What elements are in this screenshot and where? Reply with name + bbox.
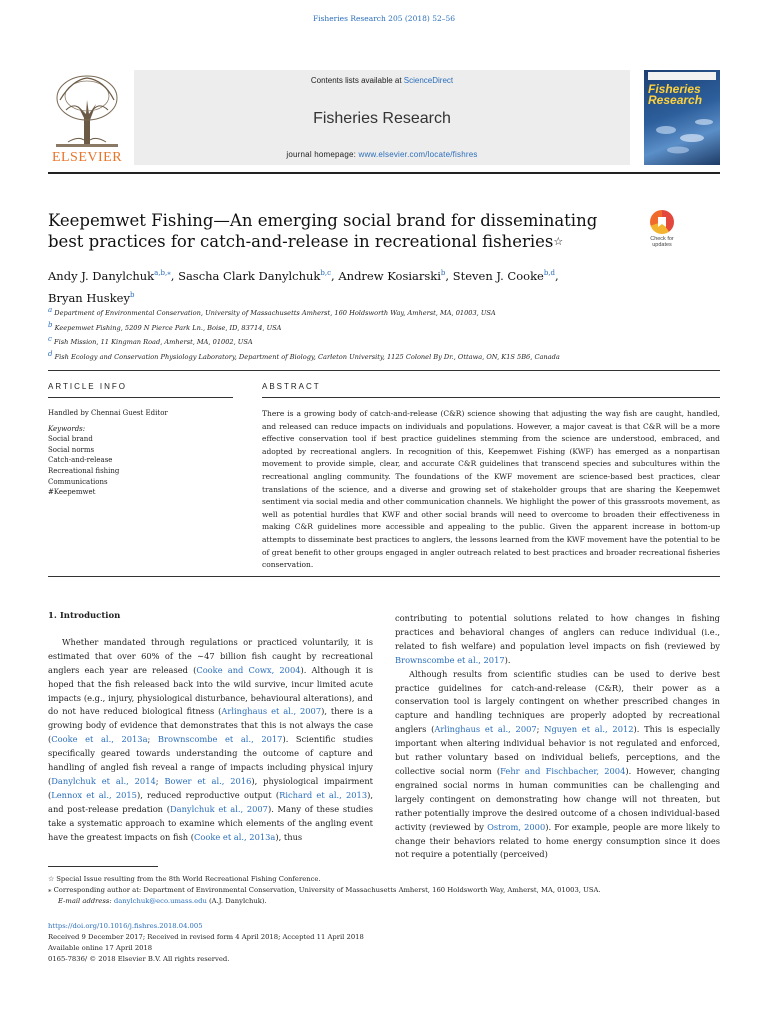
article-info-rule bbox=[48, 397, 233, 398]
citation-link[interactable]: Ostrom, 2000 bbox=[487, 821, 546, 832]
body-column-right bbox=[395, 612, 720, 862]
handled-by: Handled by Chennai Guest Editor bbox=[48, 409, 168, 417]
footnote-rule bbox=[48, 866, 158, 867]
available-online: Available online 17 April 2018 bbox=[48, 944, 153, 952]
affiliation-mark: a bbox=[48, 306, 53, 314]
author-affiliation-marks[interactable]: b,d bbox=[543, 269, 556, 277]
body-text: ), and post-release predation ( bbox=[48, 789, 373, 814]
email-label: E-mail address: bbox=[58, 897, 114, 905]
citation-link[interactable]: Nguyen et al., 2012 bbox=[544, 724, 634, 735]
affiliation-item bbox=[48, 320, 720, 335]
author-affiliation-marks[interactable]: b bbox=[129, 290, 135, 299]
elsevier-tree-icon bbox=[48, 70, 126, 165]
footnote-text: Corresponding author at: Department of Environmental Conservation, University of Massachusetts Amherst, 160 Holdsworth Way, Amherst, MA, 01003, USA. bbox=[53, 886, 601, 894]
check-updates-icon bbox=[650, 210, 674, 234]
svg-text:ELSEVIER: ELSEVIER bbox=[51, 150, 123, 165]
intro-paragraph bbox=[395, 612, 720, 668]
affiliation-item bbox=[48, 305, 720, 320]
article-title bbox=[48, 210, 628, 252]
affiliation-text: Fish Mission, 11 Kingman Road, Amherst, MA, 01002, USA bbox=[54, 338, 253, 347]
received-dates: Received 9 December 2017; Received in revised form 4 April 2018; Accepted 11 April 2018 bbox=[48, 933, 364, 941]
abstract-rule bbox=[262, 397, 720, 398]
body-text: Although results from scientific studies can be used to derive best practice guidelines for catch-and-release (C&R), their power as a conservation tool is largely contingent on whether prescribed changes in capture and handling techniques are properly adopted by recreational anglers ( bbox=[395, 668, 720, 735]
section-heading-introduction: 1. Introduction bbox=[48, 611, 121, 621]
keyword-item[interactable]: Social brand bbox=[48, 435, 93, 444]
affiliation-text: Fish Ecology and Conservation Physiology Laboratory, Department of Biology, Carleton University, 1125 Colonel By Dr., Ottawa, ON, K1S 5B6, Canada bbox=[54, 353, 560, 362]
body-text: ; bbox=[147, 734, 158, 745]
body-text: ). However, changing engrained social norms in human communities can be challenging and largely contingent on demonstrating how change will not threaten, but rather potentially improve the desired outcome of a chosen individual-based activity (reviewed by bbox=[395, 765, 720, 832]
masthead-rule bbox=[48, 172, 720, 174]
affiliation-mark: d bbox=[48, 350, 53, 359]
check-updates-label: Check for updates bbox=[650, 236, 674, 248]
body-text: ). Although it is hoped that the fish released back into the wild survive, incur limited acute impacts (e.g., injury, physiological disturbance, behavioural alterations), and do not have reduced biological fitness ( bbox=[48, 664, 373, 717]
author-affiliation-marks[interactable]: a,b,⁎ bbox=[154, 269, 171, 277]
citation-link[interactable]: Bower et al., 2016 bbox=[164, 775, 252, 786]
doi-link[interactable]: https://doi.org/10.1016/j.fishres.2018.04.005 bbox=[48, 922, 203, 930]
affiliation-mark: c bbox=[48, 335, 52, 344]
body-text: ), there is a growing body of evidence that demonstrates that this is not always the case ( bbox=[48, 706, 373, 745]
body-text: ). This is especially important when altering individual behavior is not regulated and enforced, but rather voluntary based on individual beliefs, perceptions, and the collective social norm ( bbox=[395, 724, 720, 776]
body-column-left bbox=[48, 610, 373, 845]
affiliation-item bbox=[48, 349, 720, 364]
body-text: ), thus bbox=[275, 831, 303, 842]
footnote-special-issue bbox=[48, 874, 720, 885]
affiliation-text: Department of Environmental Conservation, University of Massachusetts Amherst, 160 Holdsworth Way, Amherst, MA, 01003, USA bbox=[54, 309, 496, 318]
citation-link[interactable]: Arlinghaus et al., 2007 bbox=[434, 724, 537, 735]
citation-link[interactable]: Cooke et al., 2013a bbox=[51, 734, 148, 745]
affiliation-text: Keepemwet Fishing, 5209 N Pierce Park Ln., Boise, ID, 83714, USA bbox=[54, 323, 282, 332]
author-name: Andy J. Danylchuk bbox=[48, 268, 155, 283]
body-text: ), reduced reproductive output ( bbox=[136, 789, 280, 800]
intro-paragraph bbox=[395, 668, 720, 863]
keyword-item[interactable]: Catch-and-release bbox=[48, 456, 113, 465]
author-affiliation-marks[interactable]: b,c bbox=[320, 269, 332, 277]
footnote-email bbox=[48, 896, 720, 907]
footnote-mark: ⁎ bbox=[48, 886, 52, 894]
citation-link[interactable]: Richard et al., 2013 bbox=[279, 789, 368, 800]
citation-link[interactable]: Brownscombe et al., 2017 bbox=[157, 734, 283, 745]
article-info-panel bbox=[48, 408, 233, 498]
contents-availability bbox=[134, 76, 630, 85]
abstract-text: There is a growing body of catch-and-release (C&R) science showing that adjusting the way fish are caught, handled, and released can reduce impacts on individuals and populations. However, a major caveat is that C&R will be a more effective conservation tool if best practice guidelines stemming from the science are understood, embraced, and adopted by recreational anglers. In recognition of this, Keepemwet Fishing (KWF) has emerged as a nonpartisan movement to provide simple, clear, and accurate C&R guidelines that transcend species and subcultures within the recreational angling community. The foundations of the KWF movement are science-based best practices, clear translations of the science, and a diverse and growing set of stakeholder groups that are sharing the Keepemwet sentiment via social media and other communication channels. We highlight the power of this grassroots movement, as well as potential hurdles that KWF and other social brands will need to overcome to broaden their effectiveness in making C&R guidelines more accessible and appealing to the public. Given the apparent increase in bottom-up attempts to disseminate best practices to anglers, the lessons learned from the KWF movement have the potential to be of great benefit to other groups engaged in angler outreach related to best practices and broader recreational fisheries conservation. bbox=[262, 409, 720, 570]
body-text: ). For example, people are more likely to change their behaviors related to home energy consumption since it does not require a potentially (perceived) bbox=[395, 821, 720, 860]
journal-cover-image[interactable] bbox=[644, 70, 720, 165]
journal-name: Fisheries Research bbox=[313, 110, 451, 127]
author-name: Andrew Kosiarski bbox=[338, 268, 441, 283]
citation-link[interactable]: Arlinghaus et al., 2007 bbox=[221, 706, 322, 717]
journal-homepage bbox=[134, 150, 630, 159]
homepage-link[interactable]: www.elsevier.com/locate/fishres bbox=[358, 150, 478, 159]
bibliographic-info bbox=[48, 921, 720, 965]
affiliation-mark: b bbox=[48, 320, 53, 329]
keywords-label: Keywords: bbox=[48, 424, 86, 433]
article-title-text: Keepemwet Fishing—An emerging social brand for disseminating best practices for catch-and-release in recreational fisheries bbox=[48, 211, 598, 251]
author-name: Sascha Clark Danylchuk bbox=[178, 268, 321, 283]
article-info-heading: ARTICLE INFO bbox=[48, 382, 127, 391]
copyright-line: 0165-7836/ © 2018 Elsevier B.V. All rights reserved. bbox=[48, 955, 230, 963]
journal-citation[interactable]: Fisheries Research 205 (2018) 52–56 bbox=[312, 14, 456, 23]
body-text: ). bbox=[504, 654, 511, 665]
body-text: ). Scientific studies specifically geared towards understanding the outcome of capture and handling of angled fish reveal a range of impacts including physical injury ( bbox=[48, 734, 374, 786]
homepage-prefix: journal homepage: bbox=[286, 150, 359, 159]
contents-prefix: Contents lists available at bbox=[310, 76, 404, 85]
footnote-mark: ☆ bbox=[48, 875, 55, 883]
author-name: Bryan Huskey bbox=[48, 290, 130, 305]
footnote-text: Special Issue resulting from the 8th World Recreational Fishing Conference. bbox=[56, 875, 321, 883]
body-text: ; bbox=[536, 724, 545, 735]
email-suffix: (A.J. Danylchuk). bbox=[206, 897, 267, 905]
body-text: contributing to potential solutions related to how changes in fishing practices and behavioral changes of anglers can reduce individual (i.e., related to fish welfare) and population level impacts on fish (reviewed by bbox=[395, 613, 720, 651]
body-text: Whether mandated through regulations or practiced voluntarily, it is estimated that over 60% of the ∼47 billion fish caught by recreational anglers each year are released ( bbox=[48, 636, 373, 675]
cover-title: Fisheries Research bbox=[648, 82, 703, 107]
footnote-corresponding bbox=[48, 885, 720, 896]
affiliation-item bbox=[48, 334, 720, 349]
intro-paragraph bbox=[48, 636, 373, 845]
author-affiliation-marks[interactable]: b bbox=[440, 269, 446, 277]
keyword-item[interactable]: Communications bbox=[48, 477, 108, 486]
body-text: ), physiological impairment ( bbox=[48, 775, 374, 800]
journal-header-box bbox=[134, 70, 630, 165]
citation-link[interactable]: Fehr and Fischbacher, 2004 bbox=[500, 765, 626, 776]
check-for-updates-button[interactable] bbox=[642, 210, 682, 260]
affiliation-list bbox=[48, 305, 720, 364]
citation-link[interactable]: Cooke et al., 2013a bbox=[194, 831, 276, 842]
body-text: ; bbox=[155, 775, 165, 786]
abstract-heading: ABSTRACT bbox=[262, 382, 321, 391]
elsevier-logo[interactable] bbox=[48, 70, 126, 165]
keyword-item[interactable]: #Keepemwet bbox=[48, 488, 96, 497]
author-list: Andy J. Danylchuk$^{a,b,⁎}$, Sascha Clark Danylchuk$^{b,c}$, Andrew Kosiarski$^b$, Steven J. Cooke$^{b,d}$, Bryan Huskey$^b$ bbox=[48, 268, 559, 305]
body-text: ). Many of these studies take a systematic approach to examine which elements of the angling event have the greatest impacts on fish ( bbox=[48, 803, 373, 842]
front-matter-rule bbox=[48, 370, 720, 371]
citation-link[interactable]: Lennox et al., 2015 bbox=[51, 789, 137, 800]
keyword-item[interactable]: Social norms bbox=[48, 445, 95, 454]
abstract-bottom-rule bbox=[48, 576, 720, 577]
keyword-item[interactable]: Recreational fishing bbox=[48, 466, 120, 475]
author-name: Steven J. Cooke bbox=[452, 268, 544, 283]
title-footnote-mark[interactable]: ☆ bbox=[553, 235, 564, 248]
citation-link[interactable]: Danylchuk et al., 2007 bbox=[169, 803, 268, 814]
cover-fish-icon bbox=[644, 70, 720, 165]
sciencedirect-link[interactable]: ScienceDirect bbox=[403, 76, 454, 85]
email-link[interactable]: danylchuk@eco.umass.edu bbox=[113, 897, 207, 905]
footnotes bbox=[48, 874, 720, 907]
journal-masthead bbox=[48, 70, 720, 170]
citation-link[interactable]: Cooke and Cowx, 2004 bbox=[196, 664, 301, 675]
citation-link[interactable]: Brownscombe et al., 2017 bbox=[395, 654, 505, 665]
citation-link[interactable]: Danylchuk et al., 2014 bbox=[51, 775, 156, 786]
